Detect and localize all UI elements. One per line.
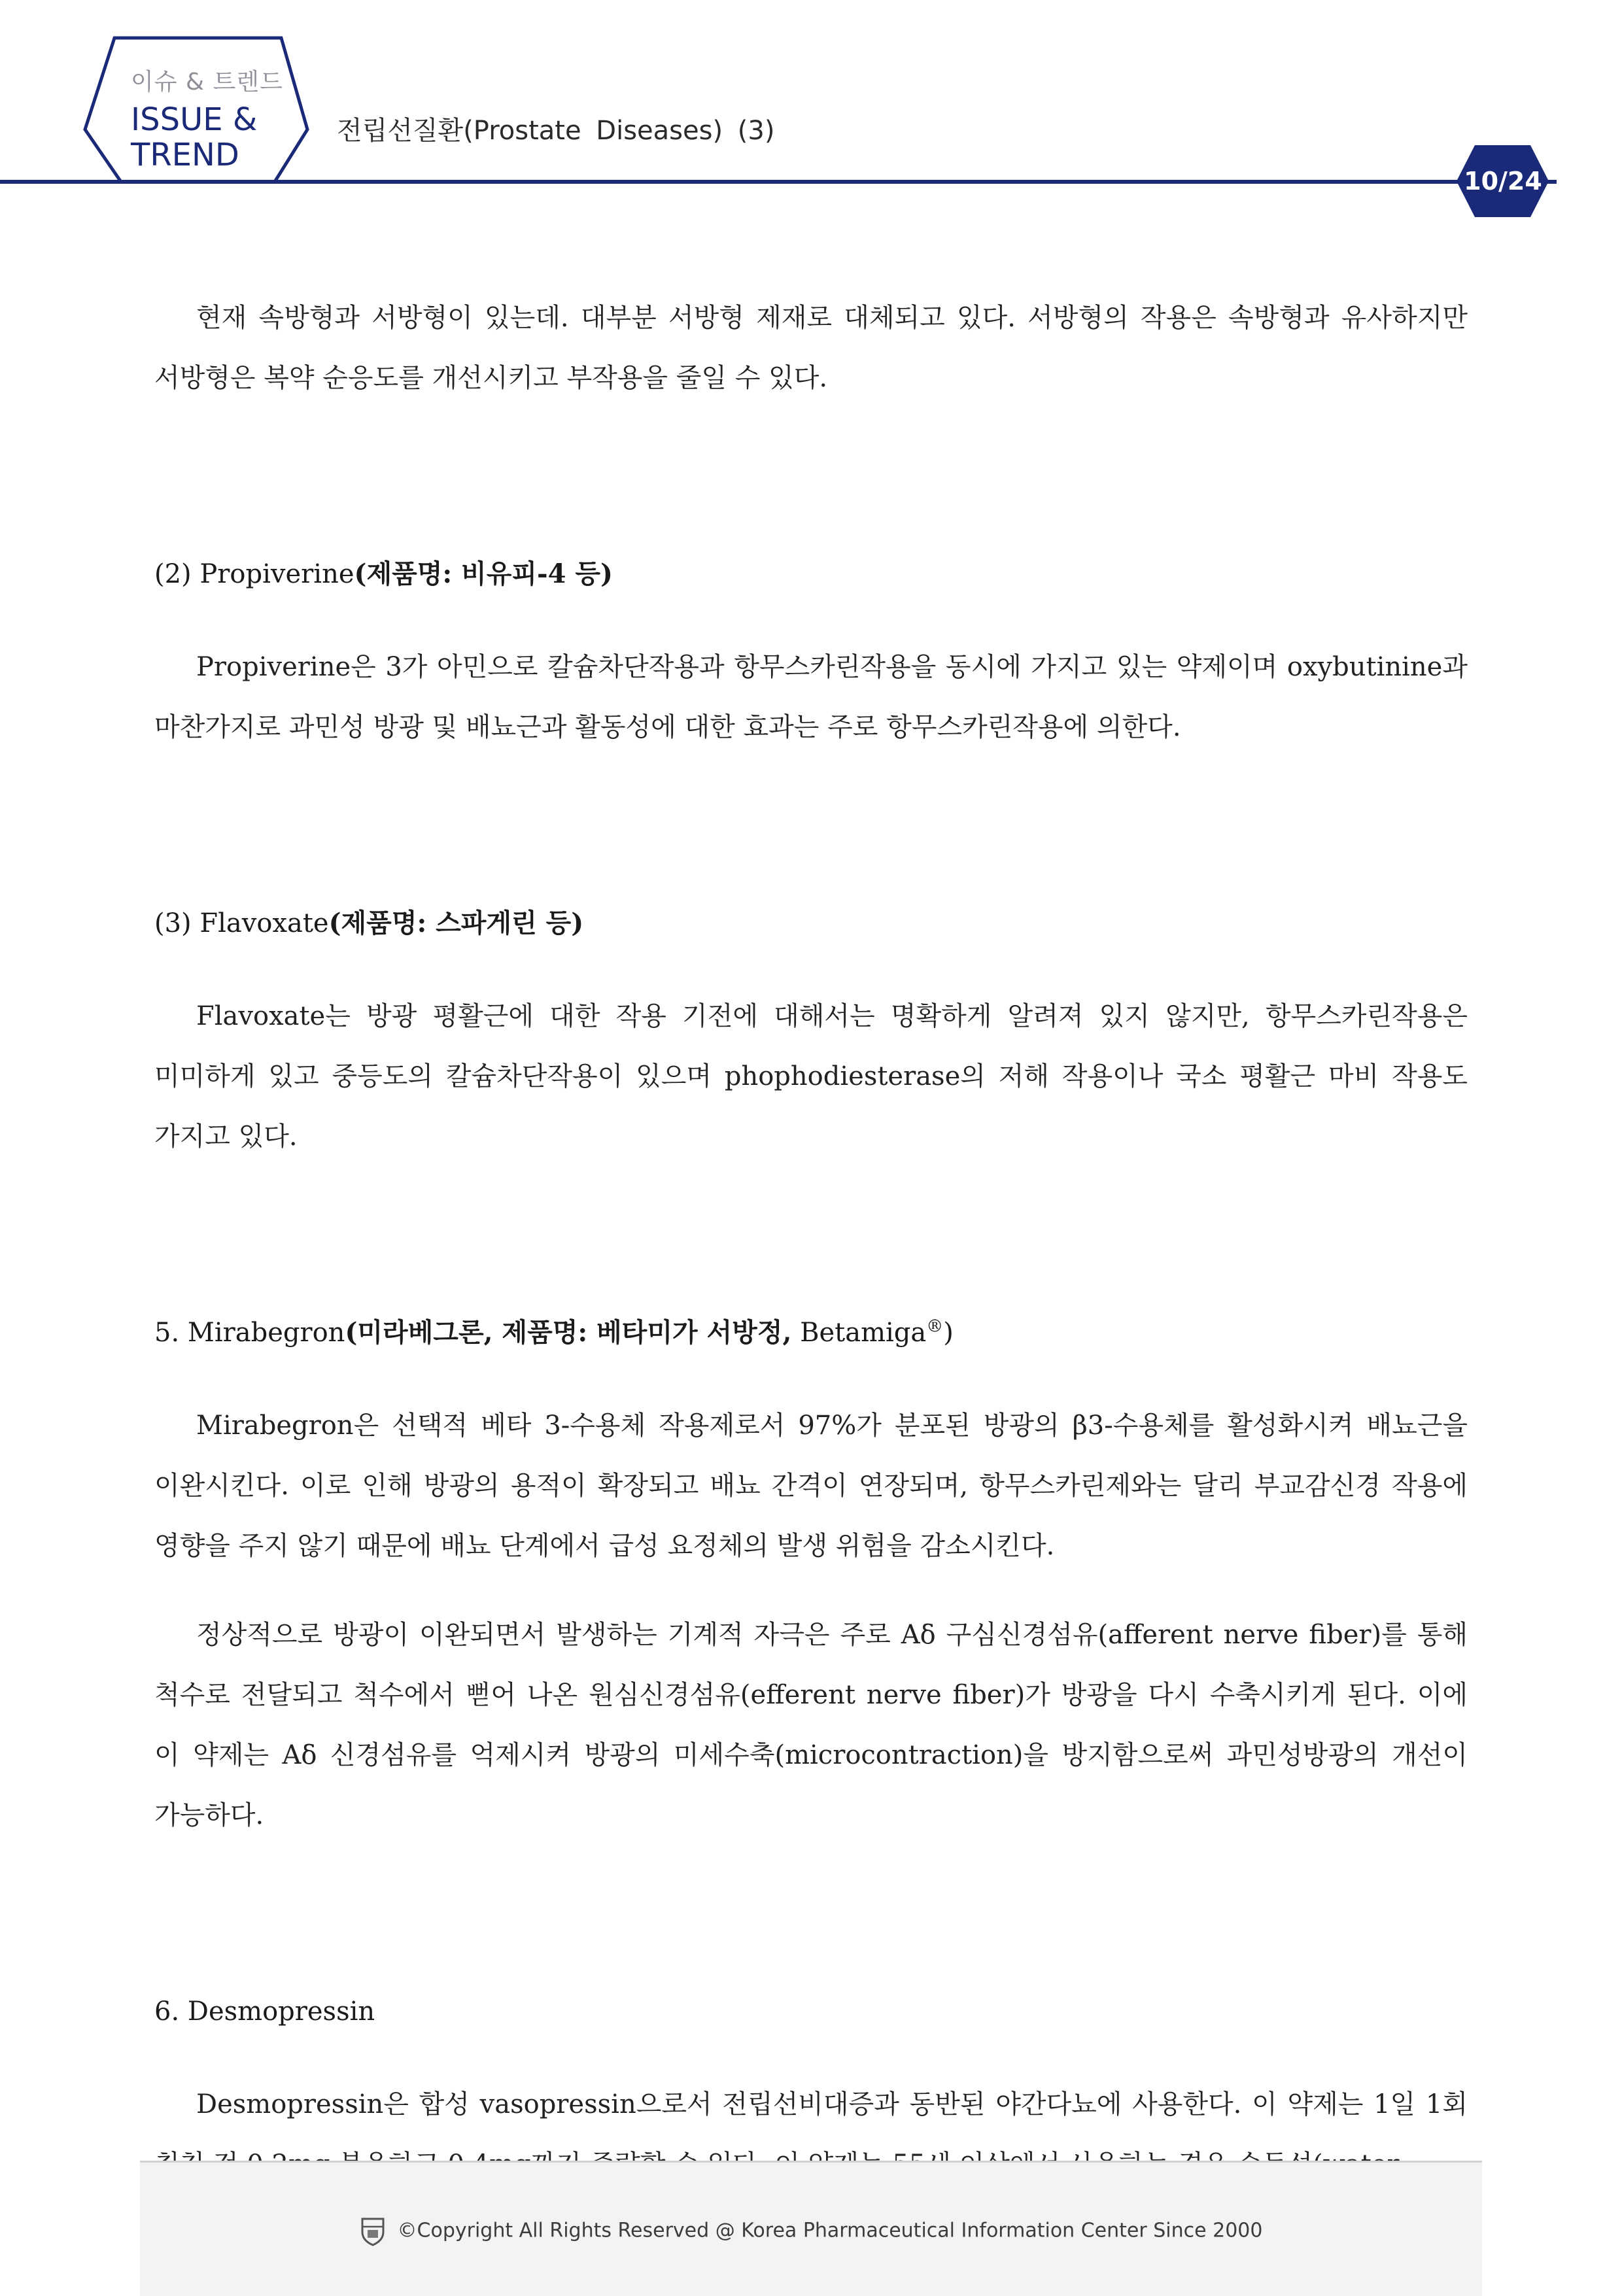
document-body	[154, 288, 1468, 2195]
badge-line-2: TREND	[131, 137, 239, 173]
page-number: 10/24	[1464, 167, 1542, 196]
heading-product-names: (제품명: 비유피-4 등)	[354, 558, 613, 589]
section-heading-desmopressin: 6. Desmopressin	[154, 1996, 375, 2027]
paragraph-intro: 현재 속방형과 서방형이 있는데. 대부분 서방형 제재로 대체되고 있다. 서방형의 작용은 속방형과 유사하지만 서방형은 복약 순응도를 개선시키고 부작용을 줄일 수 있다.	[154, 303, 1468, 393]
section-heading-mirabegron	[154, 1303, 1468, 1363]
heading-product-names: (제품명: 스파게린 등)	[328, 908, 584, 938]
heading-text: (2) Propiverine	[154, 559, 354, 589]
heading-close: )	[943, 1318, 954, 1348]
badge-line-1: ISSUE &	[131, 101, 258, 138]
paragraph-mirabegron-1: Mirabegron은 선택적 베타 3-수용체 작용제로서 97%가 분포된 방광의 β3-수용체를 활성화시켜 배뇨근을 이완시킨다. 이로 인해 방광의 용적이 확장되고 배뇨 간격이 연장되며, 항무스카린제와는 달리 부교감신경 작용에 영향을 주지 않기 때문에 배뇨 단계에서 급성 요정체의 발생 위험을 감소시킨다.	[154, 1411, 1468, 1561]
heading-text: 5. Mirabegron	[154, 1318, 345, 1348]
document-title: 전립선질환(Prostate Diseases) (3)	[337, 116, 775, 146]
page-header	[0, 0, 1622, 196]
paragraph-flavoxate: Flavoxate는 방광 평활근에 대한 작용 기전에 대해서는 명확하게 알려져 있지 않지만, 항무스카린작용은 미미하게 있고 중등도의 칼슘차단작용이 있으며 phophodiesterase의 저해 작용이나 국소 평활근 마비 작용도 가지고 있다.	[154, 1001, 1468, 1152]
footer-copyright-line	[140, 2216, 1482, 2246]
paragraph-propiverine: Propiverine은 3가 아민으로 칼슘차단작용과 항무스카린작용을 동시에 가지고 있는 약제이며 oxybutinine과 마찬가지로 과민성 방광 및 배뇨근과 활동성에 대한 효과는 주로 항무스카린작용에 의한다.	[154, 652, 1468, 742]
registered-mark: ®	[926, 1316, 944, 1337]
heading-text: (3) Flavoxate	[154, 908, 329, 938]
badge-subtitle: 이슈 & 트렌드	[131, 69, 283, 95]
section-heading-flavoxate	[154, 893, 1468, 953]
paragraph-mirabegron-2: 정상적으로 방광이 이완되면서 발생하는 기계적 자극은 주로 Aδ 구심신경섬유(afferent nerve fiber)를 통해 척수로 전달되고 척수에서 뻗어 나온 원심신경섬유(efferent nerve fiber)가 방광을 다시 수축시키게 된다. 이에 이 약제는 Aδ 신경섬유를 억제시켜 방광의 미세수축(microcontraction)을 방지함으로써 과민성방광의 개선이 가능하다.	[154, 1620, 1468, 1830]
kpic-shield-logo-icon	[360, 2216, 386, 2246]
issue-trend-badge	[131, 71, 283, 173]
copyright-text: ©Copyright All Rights Reserved @ Korea Pharmaceutical Information Center Since 2000	[397, 2219, 1263, 2242]
heading-product-names: (미라베그론, 제품명: 베타미가 서방정,	[345, 1317, 792, 1348]
section-heading-propiverine	[154, 544, 1468, 604]
heading-brand: Betamiga	[791, 1318, 927, 1348]
paragraph-desmopressin: Desmopressin은 합성 vasopressin으로서 전립선비대증과 동반된 야간다뇨에 사용한다. 이 약제는 1일 1회	[196, 2089, 1468, 2119]
page-footer	[140, 2161, 1482, 2296]
